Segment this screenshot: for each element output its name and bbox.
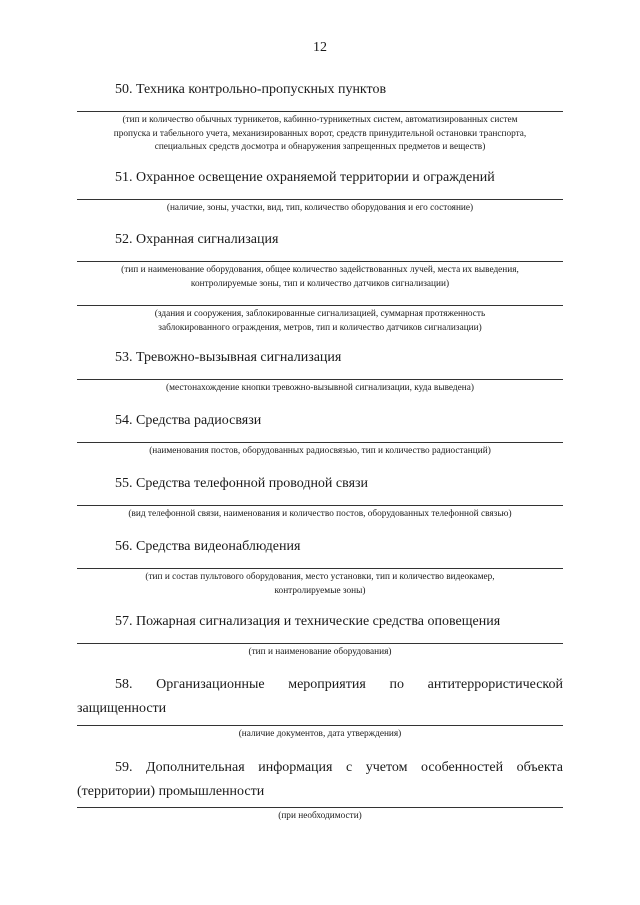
caption-line: (при необходимости) (278, 811, 362, 821)
caption-line: (вид телефонной связи, наименования и количество постов, оборудованных телефонной связью) (128, 509, 512, 519)
caption-line: заблокированного ограждения, метров, тип и количество датчиков сигнализации) (158, 322, 482, 333)
caption-line: контролируемые зоны, тип и количество датчиков сигнализации) (190, 278, 450, 289)
caption-line: (тип и наименование оборудования) (248, 647, 392, 657)
section-57-caption (77, 646, 563, 660)
section-58-caption (77, 728, 563, 742)
section-55-heading: 55. Средства телефонной проводной связи (115, 476, 369, 491)
section-59-heading: 59. Дополнительная информация с учетом особенностей объекта (территории) промышленности (77, 760, 563, 799)
page-number: 12 (313, 40, 327, 55)
section-52-fill-line-1[interactable] (77, 261, 563, 262)
section-52-caption-1 (77, 264, 563, 291)
caption-line: пропуска и табельного учета, механизированных ворот, средств принудительной остановки транспорта, (113, 128, 527, 139)
section-50-heading: 50. Техника контрольно-пропускных пунктов (115, 82, 387, 97)
section-55-fill-line[interactable] (77, 505, 563, 506)
caption-line: (тип и наименование оборудования, общее количество задействованных лучей, места их выведения, (121, 265, 519, 275)
section-54-caption (77, 445, 563, 459)
section-50-fill-line[interactable] (77, 111, 563, 112)
section-58-fill-line[interactable] (77, 725, 563, 726)
caption-line: (местонахождение кнопки тревожно-вызывной сигнализации, куда выведена) (166, 383, 474, 393)
section-55-caption (77, 508, 563, 522)
section-58-heading: 58. Организационные мероприятия по антитеррористической защищенности (77, 677, 563, 716)
section-53-heading: 53. Тревожно-вызывная сигнализация (115, 350, 342, 365)
caption-line: (здания и сооружения, заблокированные сигнализацией, суммарная протяженность (154, 309, 486, 319)
section-51-heading: 51. Охранное освещение охраняемой территории и ограждений (115, 170, 495, 185)
caption-line: (наименования постов, оборудованных радиосвязью, тип и количество радиостанций) (149, 446, 491, 456)
section-59-fill-line[interactable] (77, 807, 563, 808)
section-54-fill-line[interactable] (77, 442, 563, 443)
caption-line: (наличие, зоны, участки, вид, тип, количество оборудования и его состояние) (166, 203, 474, 213)
section-53-fill-line[interactable] (77, 379, 563, 380)
section-52-fill-line-2[interactable] (77, 305, 563, 306)
section-56-heading: 56. Средства видеонаблюдения (115, 539, 301, 554)
caption-line: (наличие документов, дата утверждения) (238, 729, 402, 739)
section-51-caption (77, 202, 563, 216)
section-52-heading: 52. Охранная сигнализация (115, 232, 279, 247)
caption-line: (тип и количество обычных турникетов, кабинно-турникетных систем, автоматизированных систем (122, 115, 518, 125)
section-54-heading: 54. Средства радиосвязи (115, 413, 262, 428)
section-57-heading: 57. Пожарная сигнализация и технические средства оповещения (115, 614, 501, 629)
section-56-fill-line[interactable] (77, 568, 563, 569)
section-59-caption (77, 810, 563, 824)
caption-line: (тип и состав пультового оборудования, место установки, тип и количество видеокамер, (145, 572, 495, 582)
section-51-fill-line[interactable] (77, 199, 563, 200)
section-50-caption (77, 114, 563, 155)
caption-line: контролируемые зоны) (274, 585, 366, 596)
section-56-caption (77, 571, 563, 598)
section-52-caption-2 (77, 308, 563, 335)
section-57-fill-line[interactable] (77, 643, 563, 644)
caption-line: специальных средств досмотра и обнаружения запрещенных предметов и веществ) (154, 142, 486, 152)
section-53-caption (77, 382, 563, 396)
